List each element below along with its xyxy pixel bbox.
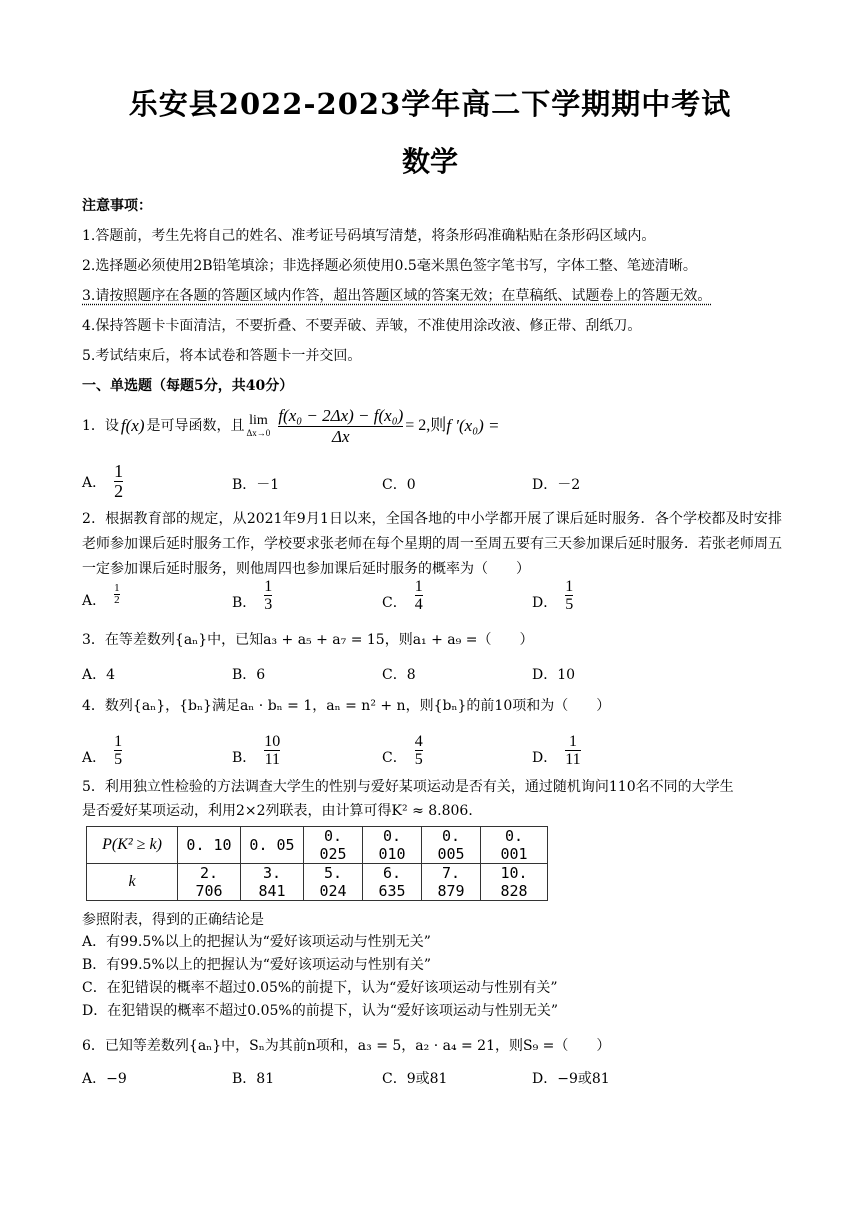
option-c[interactable]: C．8	[382, 667, 416, 683]
table-cell: 0. 10	[178, 827, 241, 864]
option-a[interactable]: A．−9	[82, 1071, 127, 1087]
question-2: 2．根据教育部的规定，从2021年9月1日以来，全国各地的中小学都开展了课后延时服务．各个学校都及时安排老师参加课后延时服务工作，学校要求张老师在每个星期的周一至周五要有三天参加课后延时服务．若张老师周五一定参加课后延时服务，则他周四也参加课后延时服务的概率为（ ）	[82, 511, 782, 577]
table-cell: 7. 879	[422, 864, 481, 901]
option-a-fraction: $\frac{1}{2}$	[114, 581, 120, 606]
option-d[interactable]: D．−9或81	[532, 1071, 610, 1087]
table-cell: 3. 841	[241, 864, 304, 901]
table-cell: k	[87, 864, 178, 901]
table-cell: 0. 010	[363, 827, 422, 864]
note-item: 5.考试结束后，将本试卷和答题卡一并交回。	[82, 348, 362, 364]
option-a[interactable]: A．4	[82, 667, 116, 683]
q1-rhs: = 2,则	[405, 417, 447, 434]
option-d[interactable]: D． $\frac{1}{5}$	[532, 578, 574, 613]
option-b[interactable]: B．81	[232, 1071, 275, 1087]
table-row	[87, 864, 548, 901]
q1-mid: 是可导函数，且	[146, 418, 245, 434]
table-header-row	[87, 827, 548, 864]
q1-ask: f ′(x₀) =	[446, 416, 500, 435]
option-c[interactable]: C． $\frac{1}{4}$	[382, 578, 423, 613]
q1-limit	[247, 414, 271, 438]
q6-options	[82, 1068, 782, 1102]
option-d[interactable]: D．－2	[532, 477, 581, 493]
note-item: 1.答题前，考生先将自己的姓名、准考证号码填写清楚，将条形码准确粘贴在条形码区域内。	[82, 228, 656, 244]
table-cell: 6. 635	[363, 864, 422, 901]
option-b[interactable]: B．－1	[232, 477, 280, 493]
q1-fraction	[278, 406, 403, 447]
q1-prefix: 1．设	[82, 418, 119, 434]
option-b[interactable]: B． $\frac{10}{11}$	[232, 733, 281, 768]
option-b[interactable]: B． $\frac{1}{3}$	[232, 578, 273, 613]
option-b[interactable]: B．有99.5%以上的把握认为“爱好该项运动与性别有关”	[82, 957, 432, 973]
table-cell: 10. 828	[481, 864, 548, 901]
option-a[interactable]: A． $\frac{1}{5}$	[82, 733, 123, 768]
option-b-fraction: $\frac{1}{3}$	[264, 578, 273, 613]
table-cell: 2. 706	[178, 864, 241, 901]
option-a-fraction: $\frac{1}{2}$	[114, 461, 124, 501]
question-5-line2: 是否爱好某项运动，利用2×2列联表，由计算可得K² ≈ 8.806．	[82, 803, 483, 819]
option-a[interactable]: A． $\frac{1}{2}$	[82, 581, 120, 609]
question-6: 6．已知等差数列{aₙ}中，Sₙ为其前n项和，a₃ = 5，a₂ · a₄ = 21，则S₉ =（ ）	[82, 1038, 611, 1054]
q2-options	[82, 578, 782, 612]
section-heading: 一、单选题（每题5分，共40分）	[82, 378, 294, 394]
option-a[interactable]: A．有99.5%以上的把握认为“爱好该项运动与性别无关”	[82, 934, 431, 950]
option-c[interactable]: C．9或81	[382, 1071, 448, 1087]
table-cell: 0. 025	[304, 827, 363, 864]
option-a[interactable]: A． $\frac{1}{2}$	[82, 461, 124, 501]
option-d[interactable]: D．在犯错误的概率不超过0.05%的前提下，认为“爱好该项运动与性别无关”	[82, 1003, 559, 1019]
option-c[interactable]: C． $\frac{4}{5}$	[382, 733, 423, 768]
option-a-fraction: $\frac{1}{5}$	[114, 733, 123, 768]
critical-value-table	[86, 826, 548, 901]
exam-title: 乐安县2022-2023学年高二下学期期中考试	[128, 87, 732, 121]
question-3: 3．在等差数列{aₙ}中，已知a₃ + a₅ + a₇ = 15，则a₁ + a₉ =（ ）	[82, 632, 534, 648]
option-c[interactable]: C．0	[382, 477, 416, 493]
q1-denominator: Δx	[332, 426, 350, 446]
table-cell: 5. 024	[304, 864, 363, 901]
question-4: 4．数列{aₙ}，{bₙ}满足aₙ · bₙ = 1，aₙ = n² + n，则{bₙ}的前10项和为（ ）	[82, 698, 611, 714]
note-item: 2.选择题必须使用2B铅笔填涂；非选择题必须使用0.5毫米黑色签字笔书写，字体工整、笔迹清晰。	[82, 258, 697, 274]
question-1	[82, 403, 782, 449]
option-c-fraction: $\frac{1}{4}$	[414, 578, 423, 613]
q1-options	[82, 461, 782, 501]
option-c[interactable]: C．在犯错误的概率不超过0.05%的前提下，认为“爱好该项运动与性别有关”	[82, 980, 558, 996]
option-d[interactable]: D． $\frac{1}{11}$	[532, 733, 581, 768]
table-cell: P(K² ≥ k)	[87, 827, 178, 864]
option-d-fraction: $\frac{1}{11}$	[565, 733, 581, 768]
option-b[interactable]: B．6	[232, 667, 266, 683]
q4-options	[82, 733, 782, 767]
q1-lim: lim	[249, 413, 268, 428]
note-item: 3.请按照题序在各题的答题区域内作答，超出答题区域的答案无效；在草稿纸、试题卷上的答题无效。	[82, 288, 712, 304]
option-d[interactable]: D．10	[532, 667, 576, 683]
q1-fx: f(x)	[120, 416, 145, 435]
note-item: 4.保持答题卡卡面清洁，不要折叠、不要弄破、弄皱，不准使用涂改液、修正带、刮纸刀。	[82, 318, 642, 334]
option-b-fraction: $\frac{10}{11}$	[264, 733, 281, 768]
q1-lim-sub: Δx→0	[246, 428, 271, 438]
option-d-fraction: $\frac{1}{5}$	[565, 578, 574, 613]
exam-subject: 数学	[401, 145, 458, 178]
table-cell: 0. 05	[241, 827, 304, 864]
q1-numerator: f(x₀ − 2Δx) − f(x₀)	[278, 405, 404, 425]
q5-after: 参照附表，得到的正确结论是	[82, 912, 264, 928]
question-5-line1: 5．利用独立性检验的方法调查大学生的性别与爱好某项运动是否有关，通过随机询问110名不同的大学生	[82, 779, 734, 795]
table-cell: 0. 001	[481, 827, 548, 864]
notes-heading: 注意事项：	[82, 198, 152, 214]
table-cell: 0. 005	[422, 827, 481, 864]
option-c-fraction: $\frac{4}{5}$	[414, 733, 423, 768]
